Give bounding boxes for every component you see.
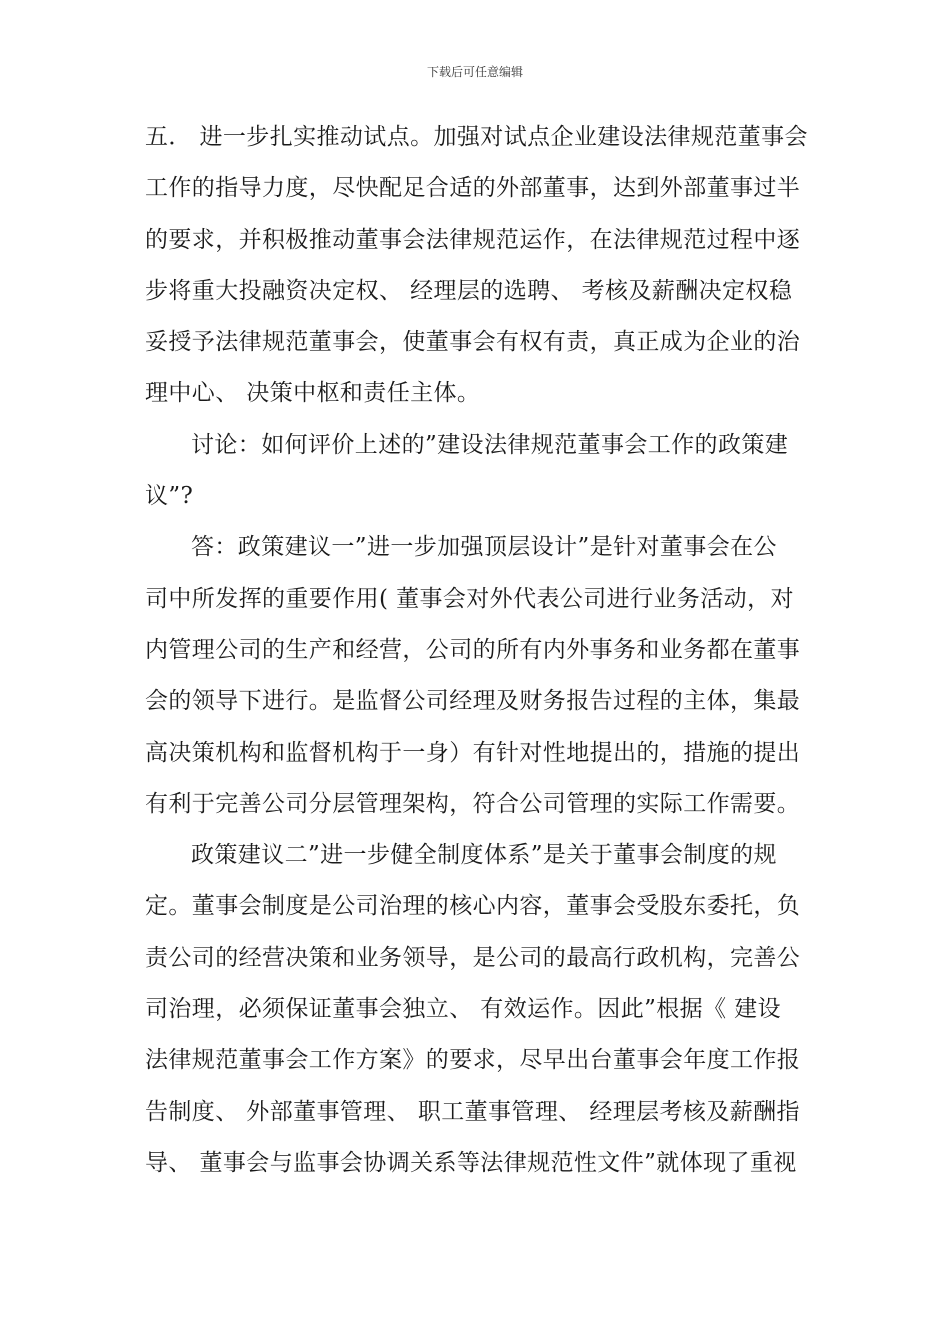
paragraph-discussion-question <box>145 420 810 523</box>
paragraph-pilot-promotion <box>145 112 810 420</box>
text-line: 导、 董事会与监事会协调关系等法律规范性文件”就体现了重视 <box>145 1149 797 1176</box>
text-line: 法律规范董事会工作方案》的要求，尽早出台董事会年度工作报 <box>145 1047 801 1074</box>
text-line: 答：政策建议一”进一步加强顶层设计”是针对董事会在公 <box>191 534 777 561</box>
text-line: 司治理，必须保证董事会独立、 有效运作。因此”根据《 建设 <box>145 996 781 1023</box>
text-line: 告制度、 外部董事管理、 职工董事管理、 经理层考核及薪酬指 <box>145 1098 800 1125</box>
page-header-note: 下载后可任意编辑 <box>426 65 523 79</box>
text-line: 五． 进一步扎实推动试点。加强对试点企业建设法律规范董事会 <box>145 124 808 150</box>
text-line: 议”? <box>145 483 194 510</box>
text-line: 妥授予法律规范董事会，使董事会有权有责，真正成为企业的治 <box>145 329 801 356</box>
text-line: 理中心、 决策中枢和责任主体。 <box>145 380 481 407</box>
text-line: 讨论：如何评价上述的”建设法律规范董事会工作的政策建 <box>191 431 789 458</box>
text-line: 政策建议二”进一步健全制度体系”是关于董事会制度的规 <box>191 842 777 869</box>
text-line: 高决策机构和监督机构于一身）有针对性地提出的，措施的提出 <box>145 739 801 766</box>
paragraph-answer-policy-one <box>145 522 810 830</box>
document-body <box>145 112 810 1189</box>
text-line: 的要求，并积极推动董事会法律规范运作，在法律规范过程中逐 <box>145 226 801 253</box>
paragraph-policy-two <box>145 830 810 1189</box>
text-line: 责公司的经营决策和业务领导，是公司的最高行政机构，完善公 <box>145 944 801 971</box>
text-line: 定。董事会制度是公司治理的核心内容，董事会受股东委托，负 <box>145 893 801 920</box>
text-line: 司中所发挥的重要作用( 董事会对外代表公司进行业务活动，对 <box>145 585 794 612</box>
text-line: 步将重大投融资决定权、 经理层的选聘、 考核及薪酬决定权稳 <box>145 277 793 304</box>
text-line: 有利于完善公司分层管理架构，符合公司管理的实际工作需要。 <box>145 790 801 817</box>
text-line: 工作的指导力度，尽快配足合适的外部董事，达到外部董事过半 <box>145 175 801 202</box>
text-line: 会的领导下进行。是监督公司经理及财务报告过程的主体，集最 <box>145 688 801 715</box>
text-line: 内管理公司的生产和经营，公司的所有内外事务和业务都在董事 <box>145 636 801 663</box>
